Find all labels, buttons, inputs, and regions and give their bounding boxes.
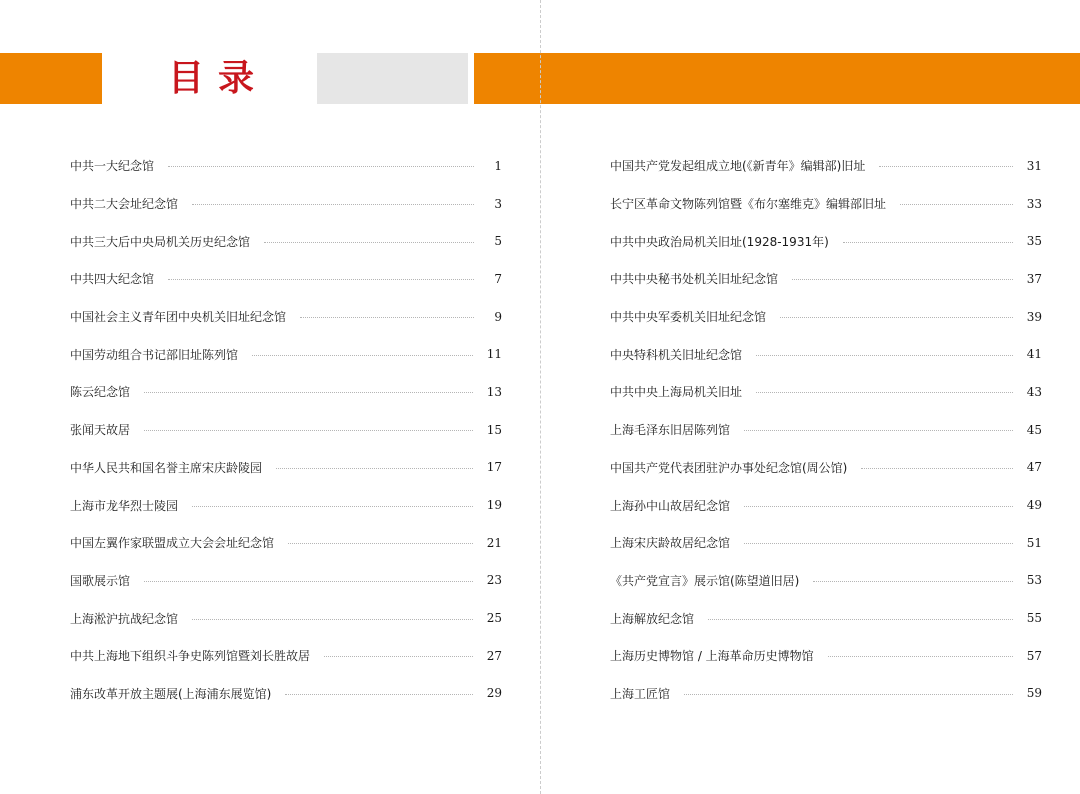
toc-entry-title: 中共中央上海局机关旧址	[610, 385, 743, 400]
toc-dot-leader	[144, 430, 473, 431]
header-bar-gray	[317, 53, 468, 104]
toc-entry[interactable]	[70, 185, 502, 223]
toc-entry[interactable]	[70, 637, 502, 675]
toc-entry-page-number: 7	[494, 271, 502, 286]
toc-dot-leader	[744, 430, 1013, 431]
toc-entry-page-number: 19	[486, 498, 502, 513]
toc-entry-page-number: 37	[1026, 271, 1042, 286]
toc-entry[interactable]	[610, 637, 1042, 675]
toc-entry[interactable]	[70, 486, 502, 524]
toc-entry[interactable]	[610, 260, 1042, 298]
toc-dot-leader	[879, 166, 1012, 167]
toc-entry-title: 中共二大会址纪念馆	[70, 197, 179, 212]
toc-entry-page-number: 47	[1026, 460, 1042, 475]
toc-entry[interactable]	[70, 335, 502, 373]
toc-entry[interactable]	[70, 599, 502, 637]
header-bar-left	[0, 53, 102, 104]
toc-entry[interactable]	[70, 147, 502, 185]
toc-entry-page-number: 21	[486, 535, 502, 550]
toc-entry-title: 上海孙中山故居纪念馆	[610, 498, 731, 513]
toc-entry[interactable]	[610, 185, 1042, 223]
toc-dot-leader	[288, 543, 473, 544]
toc-entry[interactable]	[610, 562, 1042, 600]
toc-dot-leader	[168, 279, 474, 280]
toc-entry[interactable]	[70, 373, 502, 411]
toc-entry-title: 中共中央政治局机关旧址(1928-1931年)	[610, 234, 829, 249]
toc-entry-title: 上海历史博物馆 / 上海革命历史博物馆	[610, 649, 814, 664]
toc-entry-title: 中共上海地下组织斗争史陈列馆暨刘长胜故居	[70, 649, 311, 664]
toc-entry-page-number: 33	[1026, 196, 1042, 211]
toc-entry[interactable]	[70, 524, 502, 562]
toc-entry[interactable]	[610, 411, 1042, 449]
toc-dot-leader	[264, 242, 474, 243]
toc-dot-leader	[192, 204, 474, 205]
toc-entry-page-number: 11	[486, 347, 502, 362]
toc-dot-leader	[684, 694, 1013, 695]
toc-dot-leader	[144, 392, 473, 393]
toc-entry[interactable]	[610, 298, 1042, 336]
toc-dot-leader	[324, 656, 473, 657]
toc-entry[interactable]	[610, 222, 1042, 260]
page-fold-divider	[540, 0, 541, 794]
toc-entry-title: 陈云纪念馆	[70, 385, 131, 400]
toc-entry-page-number: 25	[486, 611, 502, 626]
toc-dot-leader	[192, 506, 473, 507]
toc-entry[interactable]	[610, 373, 1042, 411]
toc-dot-leader	[756, 392, 1013, 393]
toc-entry-title: 上海宋庆龄故居纪念馆	[610, 536, 731, 551]
toc-entry[interactable]	[610, 147, 1042, 185]
toc-dot-leader	[300, 317, 474, 318]
toc-entry-title: 中国左翼作家联盟成立大会会址纪念馆	[70, 536, 275, 551]
toc-entry-page-number: 17	[486, 460, 502, 475]
toc-dot-leader	[843, 242, 1013, 243]
header-bar-right	[474, 53, 1080, 104]
toc-entry-page-number: 29	[486, 686, 502, 701]
toc-column-left	[70, 147, 502, 712]
toc-entry-page-number: 45	[1026, 422, 1042, 437]
toc-dot-leader	[756, 355, 1013, 356]
toc-entry-page-number: 27	[486, 648, 502, 663]
toc-entry[interactable]	[70, 411, 502, 449]
toc-entry-page-number: 23	[486, 573, 502, 588]
toc-dot-leader	[813, 581, 1012, 582]
toc-dot-leader	[792, 279, 1013, 280]
toc-entry[interactable]	[70, 449, 502, 487]
toc-entry-page-number: 35	[1026, 234, 1042, 249]
toc-entry-page-number: 13	[486, 384, 502, 399]
toc-entry-page-number: 3	[494, 196, 502, 211]
toc-entry-page-number: 39	[1026, 309, 1042, 324]
toc-entry-title: 中共三大后中央局机关历史纪念馆	[70, 234, 251, 249]
toc-dot-leader	[780, 317, 1013, 318]
toc-entry-title: 上海解放纪念馆	[610, 611, 695, 626]
toc-entry[interactable]	[610, 335, 1042, 373]
toc-entry[interactable]	[70, 260, 502, 298]
toc-entry-title: 中国劳动组合书记部旧址陈列馆	[70, 347, 239, 362]
toc-entry[interactable]	[70, 298, 502, 336]
toc-entry-page-number: 5	[494, 234, 502, 249]
toc-entry-page-number: 53	[1026, 573, 1042, 588]
toc-entry-title: 上海毛泽东旧居陈列馆	[610, 423, 731, 438]
toc-entry-page-number: 43	[1026, 384, 1042, 399]
toc-entry-title: 上海工匠馆	[610, 686, 671, 701]
toc-entry[interactable]	[610, 524, 1042, 562]
toc-dot-leader	[744, 506, 1013, 507]
toc-entry-title: 中共一大纪念馆	[70, 159, 155, 174]
toc-entry-page-number: 31	[1026, 158, 1042, 173]
toc-entry-title: 张闻天故居	[70, 423, 131, 438]
toc-entry-title: 中央特科机关旧址纪念馆	[610, 347, 743, 362]
toc-entry[interactable]	[610, 675, 1042, 713]
toc-entry-title: 《共产党宣言》展示馆(陈望道旧居)	[610, 573, 800, 588]
toc-entry-page-number: 49	[1026, 498, 1042, 513]
toc-dot-leader	[828, 656, 1013, 657]
toc-entry[interactable]	[610, 486, 1042, 524]
toc-entry-page-number: 51	[1026, 535, 1042, 550]
toc-entry-title: 中国社会主义青年团中央机关旧址纪念馆	[70, 310, 287, 325]
toc-entry-title: 中国共产党发起组成立地(《新青年》编辑部)旧址	[610, 159, 866, 174]
toc-entry-title: 上海淞沪抗战纪念馆	[70, 611, 179, 626]
toc-column-right	[610, 147, 1042, 712]
toc-dot-leader	[276, 468, 473, 469]
toc-entry-page-number: 59	[1026, 686, 1042, 701]
toc-dot-leader	[285, 694, 472, 695]
toc-dot-leader	[708, 619, 1013, 620]
toc-entry-title: 中共中央军委机关旧址纪念馆	[610, 310, 767, 325]
toc-entry-page-number: 41	[1026, 347, 1042, 362]
toc-entry-page-number: 55	[1026, 611, 1042, 626]
toc-entry[interactable]	[610, 599, 1042, 637]
toc-entry-page-number: 15	[486, 422, 502, 437]
toc-dot-leader	[168, 166, 474, 167]
toc-entry-title: 中华人民共和国名誉主席宋庆龄陵园	[70, 460, 263, 475]
toc-entry-page-number: 1	[494, 158, 502, 173]
page-title: 目录	[168, 57, 269, 99]
toc-dot-leader	[144, 581, 473, 582]
toc-dot-leader	[192, 619, 473, 620]
toc-entry-title: 国歌展示馆	[70, 573, 131, 588]
toc-dot-leader	[900, 204, 1013, 205]
toc-entry-page-number: 9	[494, 309, 502, 324]
toc-entry-title: 长宁区革命文物陈列馆暨《布尔塞维克》编辑部旧址	[610, 197, 887, 212]
toc-entry-page-number: 57	[1026, 648, 1042, 663]
toc-entry[interactable]	[70, 562, 502, 600]
toc-entry-title: 中共四大纪念馆	[70, 272, 155, 287]
toc-entry[interactable]	[70, 675, 502, 713]
toc-entry-title: 上海市龙华烈士陵园	[70, 498, 179, 513]
toc-entry-title: 浦东改革开放主题展(上海浦东展览馆)	[70, 686, 272, 701]
toc-dot-leader	[744, 543, 1013, 544]
toc-dot-leader	[252, 355, 473, 356]
toc-dot-leader	[861, 468, 1012, 469]
toc-entry[interactable]	[610, 449, 1042, 487]
toc-entry-title: 中国共产党代表团驻沪办事处纪念馆(周公馆)	[610, 460, 848, 475]
toc-entry[interactable]	[70, 222, 502, 260]
toc-entry-title: 中共中央秘书处机关旧址纪念馆	[610, 272, 779, 287]
